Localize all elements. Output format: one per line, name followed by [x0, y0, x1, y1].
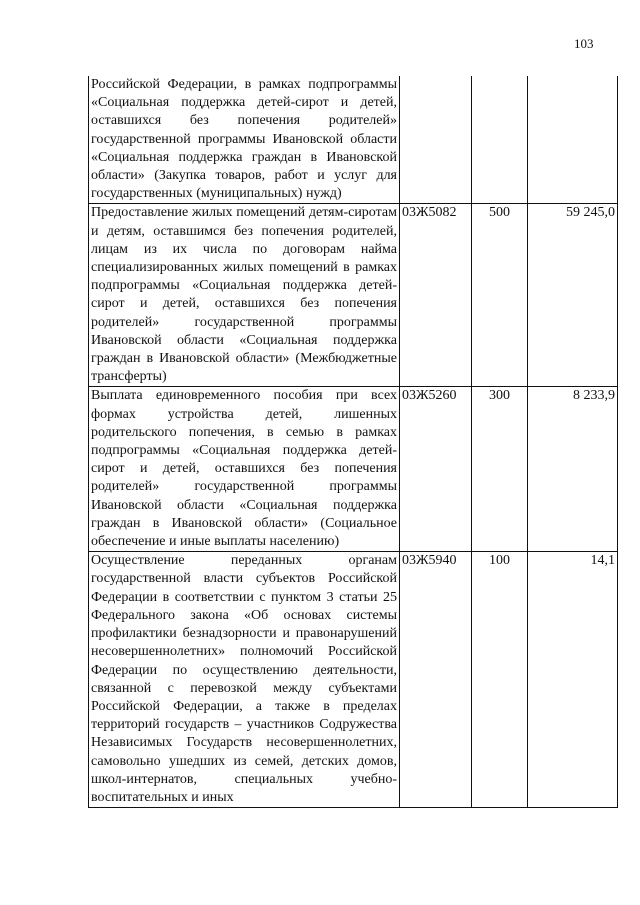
table-row — [89, 387, 618, 552]
expense-type-code: 300 — [472, 387, 528, 552]
row-description: Выплата единовременного пособия при всех формах устройства детей, лишенных родительского попечения, в семью в рамках подпрограммы «Социальная поддержка детей-сирот и детей, оставшихся без попечения родителей» государственной программы Ивановской области «Социальная поддержка граждан в Ивановской области» (Социальное обеспечение и иные выплаты населению) — [91, 388, 397, 550]
target-code: 03Ж5940 — [400, 552, 472, 808]
expense-type-code — [472, 76, 528, 204]
budget-table — [88, 76, 618, 808]
row-description-cell — [89, 76, 400, 204]
expense-type-code: 100 — [472, 552, 528, 808]
row-description-cell — [89, 552, 400, 808]
table-row — [89, 76, 618, 204]
table-row — [89, 552, 618, 808]
row-description: Российской Федерации, в рамках подпрограммы «Социальная поддержка детей-сирот и детей, оставшихся без попечения родителей» государственной программы Ивановской области «Социальная поддержка граждан в Ивановской области» (Закупка товаров, работ и услуг для государственных (муниципальных) нужд) — [91, 77, 397, 202]
amount-value: 59 245,0 — [528, 204, 618, 387]
amount-value — [528, 76, 618, 204]
row-description: Предоставление жилых помещений детям-сиротам и детям, оставшимся без попечения родителей, лицам из их числа по договорам найма специализированных жилых помещений в рамках подпрограммы «Социальная поддержка детей-сирот и детей, оставшихся без попечения родителей» государственной программы Ивановской области «Социальная поддержка граждан в Ивановской области» (Межбюджетные трансферты) — [91, 205, 397, 385]
amount-value: 8 233,9 — [528, 387, 618, 552]
table-row — [89, 204, 618, 387]
row-description-cell — [89, 204, 400, 387]
amount-value: 14,1 — [528, 552, 618, 808]
expense-type-code: 500 — [472, 204, 528, 387]
target-code: 03Ж5082 — [400, 204, 472, 387]
page-number: 103 — [574, 36, 594, 51]
target-code: 03Ж5260 — [400, 387, 472, 552]
row-description-cell — [89, 387, 400, 552]
target-code — [400, 76, 472, 204]
row-description: Осуществление переданных органам государственной власти субъектов Российской Федерации в соответствии с пунктом 3 статьи 25 Федерального закона «Об основах системы профилактики безнадзорности и правонарушений несовершеннолетних» полномочий Российской Федерации по осуществлению деятельности, связанной с перевозкой между субъектами Российской Федерации, а также в пределах территорий государств – участников Содружества Независимых Государств несовершеннолетних, самовольно ушедших из семей, детских домов, школ-интернатов, специальных учебно-воспитательных и иных — [91, 553, 397, 805]
